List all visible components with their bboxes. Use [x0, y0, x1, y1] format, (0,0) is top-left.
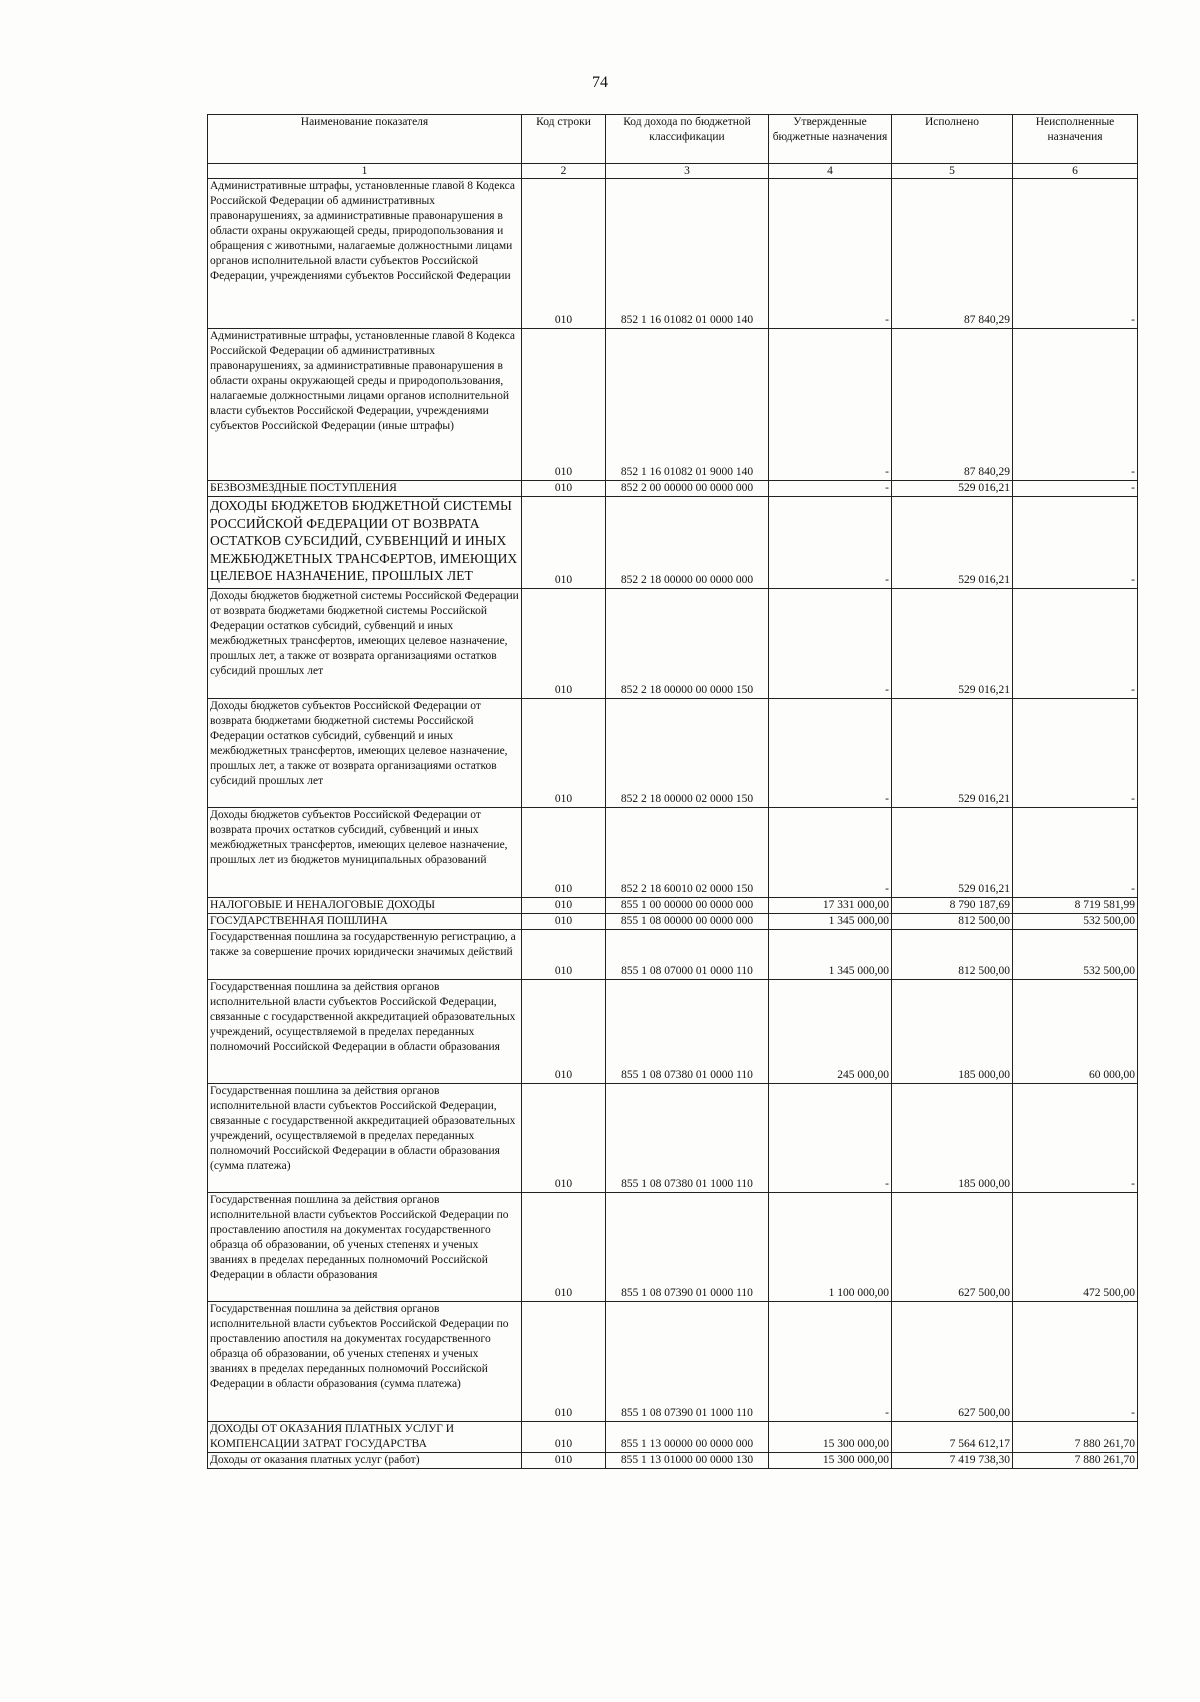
col-number-6: 6: [1013, 164, 1138, 179]
row-approved-amount: 15 300 000,00: [769, 1422, 892, 1453]
row-revenue-code: 852 2 18 00000 00 0000 150: [606, 589, 769, 699]
row-name: Доходы бюджетов субъектов Российской Федерации от возврата прочих остатков субсидий, субвенций и иных межбюджетных трансфертов, имеющих целевое назначение, прошлых лет из бюджетов муниципальных образований: [208, 808, 522, 898]
row-name: Государственная пошлина за государственную регистрацию, а также за совершение прочих юридически значимых действий: [208, 930, 522, 980]
col-header-name: Наименование показателя: [208, 115, 522, 164]
row-line-code: 010: [522, 898, 606, 914]
row-revenue-code: 855 1 08 07390 01 0000 110: [606, 1193, 769, 1302]
row-approved-amount: -: [769, 1084, 892, 1193]
row-line-code: 010: [522, 1453, 606, 1469]
row-executed-amount: 7 419 738,30: [892, 1453, 1013, 1469]
table-row: [208, 1453, 1138, 1469]
row-unexecuted-amount: -: [1013, 589, 1138, 699]
table-row: [208, 179, 1138, 329]
table-row: [208, 589, 1138, 699]
row-unexecuted-amount: -: [1013, 1302, 1138, 1422]
row-revenue-code: 855 1 08 07000 01 0000 110: [606, 930, 769, 980]
row-unexecuted-amount: -: [1013, 481, 1138, 497]
row-approved-amount: 1 100 000,00: [769, 1193, 892, 1302]
revenue-report-table: [207, 114, 1138, 1469]
row-line-code: 010: [522, 481, 606, 497]
row-unexecuted-amount: -: [1013, 1084, 1138, 1193]
row-unexecuted-amount: 7 880 261,70: [1013, 1422, 1138, 1453]
row-unexecuted-amount: -: [1013, 699, 1138, 808]
row-executed-amount: 627 500,00: [892, 1193, 1013, 1302]
row-line-code: 010: [522, 179, 606, 329]
row-approved-amount: -: [769, 481, 892, 497]
table-row: [208, 1193, 1138, 1302]
col-header-line-code: Код строки: [522, 115, 606, 164]
row-executed-amount: 8 790 187,69: [892, 898, 1013, 914]
col-header-unexecuted: Неисполненные назначения: [1013, 115, 1138, 164]
row-revenue-code: 852 2 18 60010 02 0000 150: [606, 808, 769, 898]
table-row: [208, 1302, 1138, 1422]
row-unexecuted-amount: -: [1013, 808, 1138, 898]
row-name: Доходы бюджетов бюджетной системы Российской Федерации от возврата бюджетами бюджетной системы Российской Федерации остатков субсидий, субвенций и иных межбюджетных трансфертов, имеющих целевое назначение, прошлых лет, а также от возврата организациями остатков субсидий прошлых лет: [208, 589, 522, 699]
row-revenue-code: 855 1 08 00000 00 0000 000: [606, 914, 769, 930]
row-unexecuted-amount: 472 500,00: [1013, 1193, 1138, 1302]
col-header-executed: Исполнено: [892, 115, 1013, 164]
row-executed-amount: 812 500,00: [892, 930, 1013, 980]
row-revenue-code: 852 2 18 00000 02 0000 150: [606, 699, 769, 808]
col-number-4: 4: [769, 164, 892, 179]
table-row: [208, 980, 1138, 1084]
row-unexecuted-amount: 532 500,00: [1013, 930, 1138, 980]
row-revenue-code: 855 1 08 07380 01 1000 110: [606, 1084, 769, 1193]
row-approved-amount: -: [769, 699, 892, 808]
row-approved-amount: 1 345 000,00: [769, 930, 892, 980]
row-executed-amount: 812 500,00: [892, 914, 1013, 930]
row-revenue-code: 852 2 18 00000 00 0000 000: [606, 497, 769, 589]
row-approved-amount: -: [769, 808, 892, 898]
row-name: Доходы от оказания платных услуг (работ): [208, 1453, 522, 1469]
col-number-2: 2: [522, 164, 606, 179]
row-name: ДОХОДЫ ОТ ОКАЗАНИЯ ПЛАТНЫХ УСЛУГ И КОМПЕНСАЦИИ ЗАТРАТ ГОСУДАРСТВА: [208, 1422, 522, 1453]
row-executed-amount: 529 016,21: [892, 497, 1013, 589]
row-name: Государственная пошлина за действия органов исполнительной власти субъектов Российской Федерации, связанные с государственной аккредитацией образовательных учреждений, осуществляемой в пределах переданных полномочий Российской Федерации в области образования (сумма платежа): [208, 1084, 522, 1193]
row-name: Государственная пошлина за действия органов исполнительной власти субъектов Российской Федерации по проставлению апостиля на документах государственного образца об образовании, об ученых степенях и ученых званиях в пределах переданных полномочий Российской Федерации в области образования: [208, 1193, 522, 1302]
row-line-code: 010: [522, 980, 606, 1084]
row-executed-amount: 627 500,00: [892, 1302, 1013, 1422]
row-name: НАЛОГОВЫЕ И НЕНАЛОГОВЫЕ ДОХОДЫ: [208, 898, 522, 914]
row-line-code: 010: [522, 1084, 606, 1193]
col-number-3: 3: [606, 164, 769, 179]
row-name: Административные штрафы, установленные главой 8 Кодекса Российской Федерации об административных правонарушениях, за административные правонарушения в области охраны окружающей среды, природопользования и обращения с животными, налагаемые должностными лицами органов исполнительной власти субъектов Российской Федерации, учреждениями субъектов Российской Федерации: [208, 179, 522, 329]
row-revenue-code: 852 2 00 00000 00 0000 000: [606, 481, 769, 497]
row-revenue-code: 852 1 16 01082 01 9000 140: [606, 329, 769, 481]
row-executed-amount: 87 840,29: [892, 329, 1013, 481]
table-row: [208, 808, 1138, 898]
row-line-code: 010: [522, 699, 606, 808]
table-row: [208, 329, 1138, 481]
row-line-code: 010: [522, 1422, 606, 1453]
row-executed-amount: 185 000,00: [892, 1084, 1013, 1193]
col-header-revenue-code: Код дохода по бюджетной классификации: [606, 115, 769, 164]
row-line-code: 010: [522, 497, 606, 589]
row-unexecuted-amount: 532 500,00: [1013, 914, 1138, 930]
row-name: ГОСУДАРСТВЕННАЯ ПОШЛИНА: [208, 914, 522, 930]
row-unexecuted-amount: -: [1013, 329, 1138, 481]
row-line-code: 010: [522, 808, 606, 898]
row-name: Административные штрафы, установленные главой 8 Кодекса Российской Федерации об административных правонарушениях, за административные правонарушения в области охраны окружающей среды и природопользования, налагаемые должностными лицами органов исполнительной власти субъектов Российской Федерации, учреждениями субъектов Российской Федерации (иные штрафы): [208, 329, 522, 481]
row-executed-amount: 87 840,29: [892, 179, 1013, 329]
row-unexecuted-amount: 60 000,00: [1013, 980, 1138, 1084]
row-revenue-code: 855 1 13 00000 00 0000 000: [606, 1422, 769, 1453]
row-revenue-code: 855 1 08 07380 01 0000 110: [606, 980, 769, 1084]
column-number-row: [208, 164, 1138, 179]
row-approved-amount: -: [769, 1302, 892, 1422]
row-name: Доходы бюджетов субъектов Российской Федерации от возврата бюджетами бюджетной системы Российской Федерации остатков субсидий, субвенций и иных межбюджетных трансфертов, имеющих целевое назначение, прошлых лет, а также от возврата организациями остатков субсидий прошлых лет: [208, 699, 522, 808]
row-approved-amount: -: [769, 329, 892, 481]
header-row: [208, 115, 1138, 164]
table-row: [208, 898, 1138, 914]
table-row: [208, 930, 1138, 980]
row-executed-amount: 529 016,21: [892, 589, 1013, 699]
table-row: [208, 914, 1138, 930]
table-row: [208, 1084, 1138, 1193]
row-unexecuted-amount: -: [1013, 497, 1138, 589]
row-line-code: 010: [522, 914, 606, 930]
col-number-5: 5: [892, 164, 1013, 179]
row-approved-amount: -: [769, 589, 892, 699]
row-approved-amount: -: [769, 497, 892, 589]
row-executed-amount: 529 016,21: [892, 481, 1013, 497]
row-executed-amount: 529 016,21: [892, 699, 1013, 808]
table-row: [208, 481, 1138, 497]
row-approved-amount: 1 345 000,00: [769, 914, 892, 930]
row-line-code: 010: [522, 1302, 606, 1422]
row-revenue-code: 855 1 08 07390 01 1000 110: [606, 1302, 769, 1422]
row-line-code: 010: [522, 589, 606, 699]
row-name: ДОХОДЫ БЮДЖЕТОВ БЮДЖЕТНОЙ СИСТЕМЫ РОССИЙСКОЙ ФЕДЕРАЦИИ ОТ ВОЗВРАТА ОСТАТКОВ СУБСИДИЙ, СУБВЕНЦИЙ И ИНЫХ МЕЖБЮДЖЕТНЫХ ТРАНСФЕРТОВ, ИМЕЮЩИХ ЦЕЛЕВОЕ НАЗНАЧЕНИЕ, ПРОШЛЫХ ЛЕТ: [208, 497, 522, 589]
col-number-1: 1: [208, 164, 522, 179]
row-revenue-code: 855 1 13 01000 00 0000 130: [606, 1453, 769, 1469]
row-approved-amount: -: [769, 179, 892, 329]
row-name: Государственная пошлина за действия органов исполнительной власти субъектов Российской Федерации, связанные с государственной аккредитацией образовательных учреждений, осуществляемой в пределах переданных полномочий Российской Федерации в области образования: [208, 980, 522, 1084]
row-approved-amount: 17 331 000,00: [769, 898, 892, 914]
row-unexecuted-amount: -: [1013, 179, 1138, 329]
row-line-code: 010: [522, 1193, 606, 1302]
row-executed-amount: 529 016,21: [892, 808, 1013, 898]
table-row: [208, 497, 1138, 589]
row-name: Государственная пошлина за действия органов исполнительной власти субъектов Российской Федерации по проставлению апостиля на документах государственного образца об образовании, об ученых степенях и ученых званиях в пределах переданных полномочий Российской Федерации в области образования (сумма платежа): [208, 1302, 522, 1422]
row-name: БЕЗВОЗМЕЗДНЫЕ ПОСТУПЛЕНИЯ: [208, 481, 522, 497]
row-line-code: 010: [522, 329, 606, 481]
row-executed-amount: 7 564 612,17: [892, 1422, 1013, 1453]
row-revenue-code: 855 1 00 00000 00 0000 000: [606, 898, 769, 914]
table-row: [208, 1422, 1138, 1453]
table-row: [208, 699, 1138, 808]
row-unexecuted-amount: 8 719 581,99: [1013, 898, 1138, 914]
col-header-approved: Утвержденные бюджетные назначения: [769, 115, 892, 164]
row-line-code: 010: [522, 930, 606, 980]
row-approved-amount: 15 300 000,00: [769, 1453, 892, 1469]
row-unexecuted-amount: 7 880 261,70: [1013, 1453, 1138, 1469]
row-revenue-code: 852 1 16 01082 01 0000 140: [606, 179, 769, 329]
row-approved-amount: 245 000,00: [769, 980, 892, 1084]
page-number: 74: [592, 74, 608, 91]
row-executed-amount: 185 000,00: [892, 980, 1013, 1084]
